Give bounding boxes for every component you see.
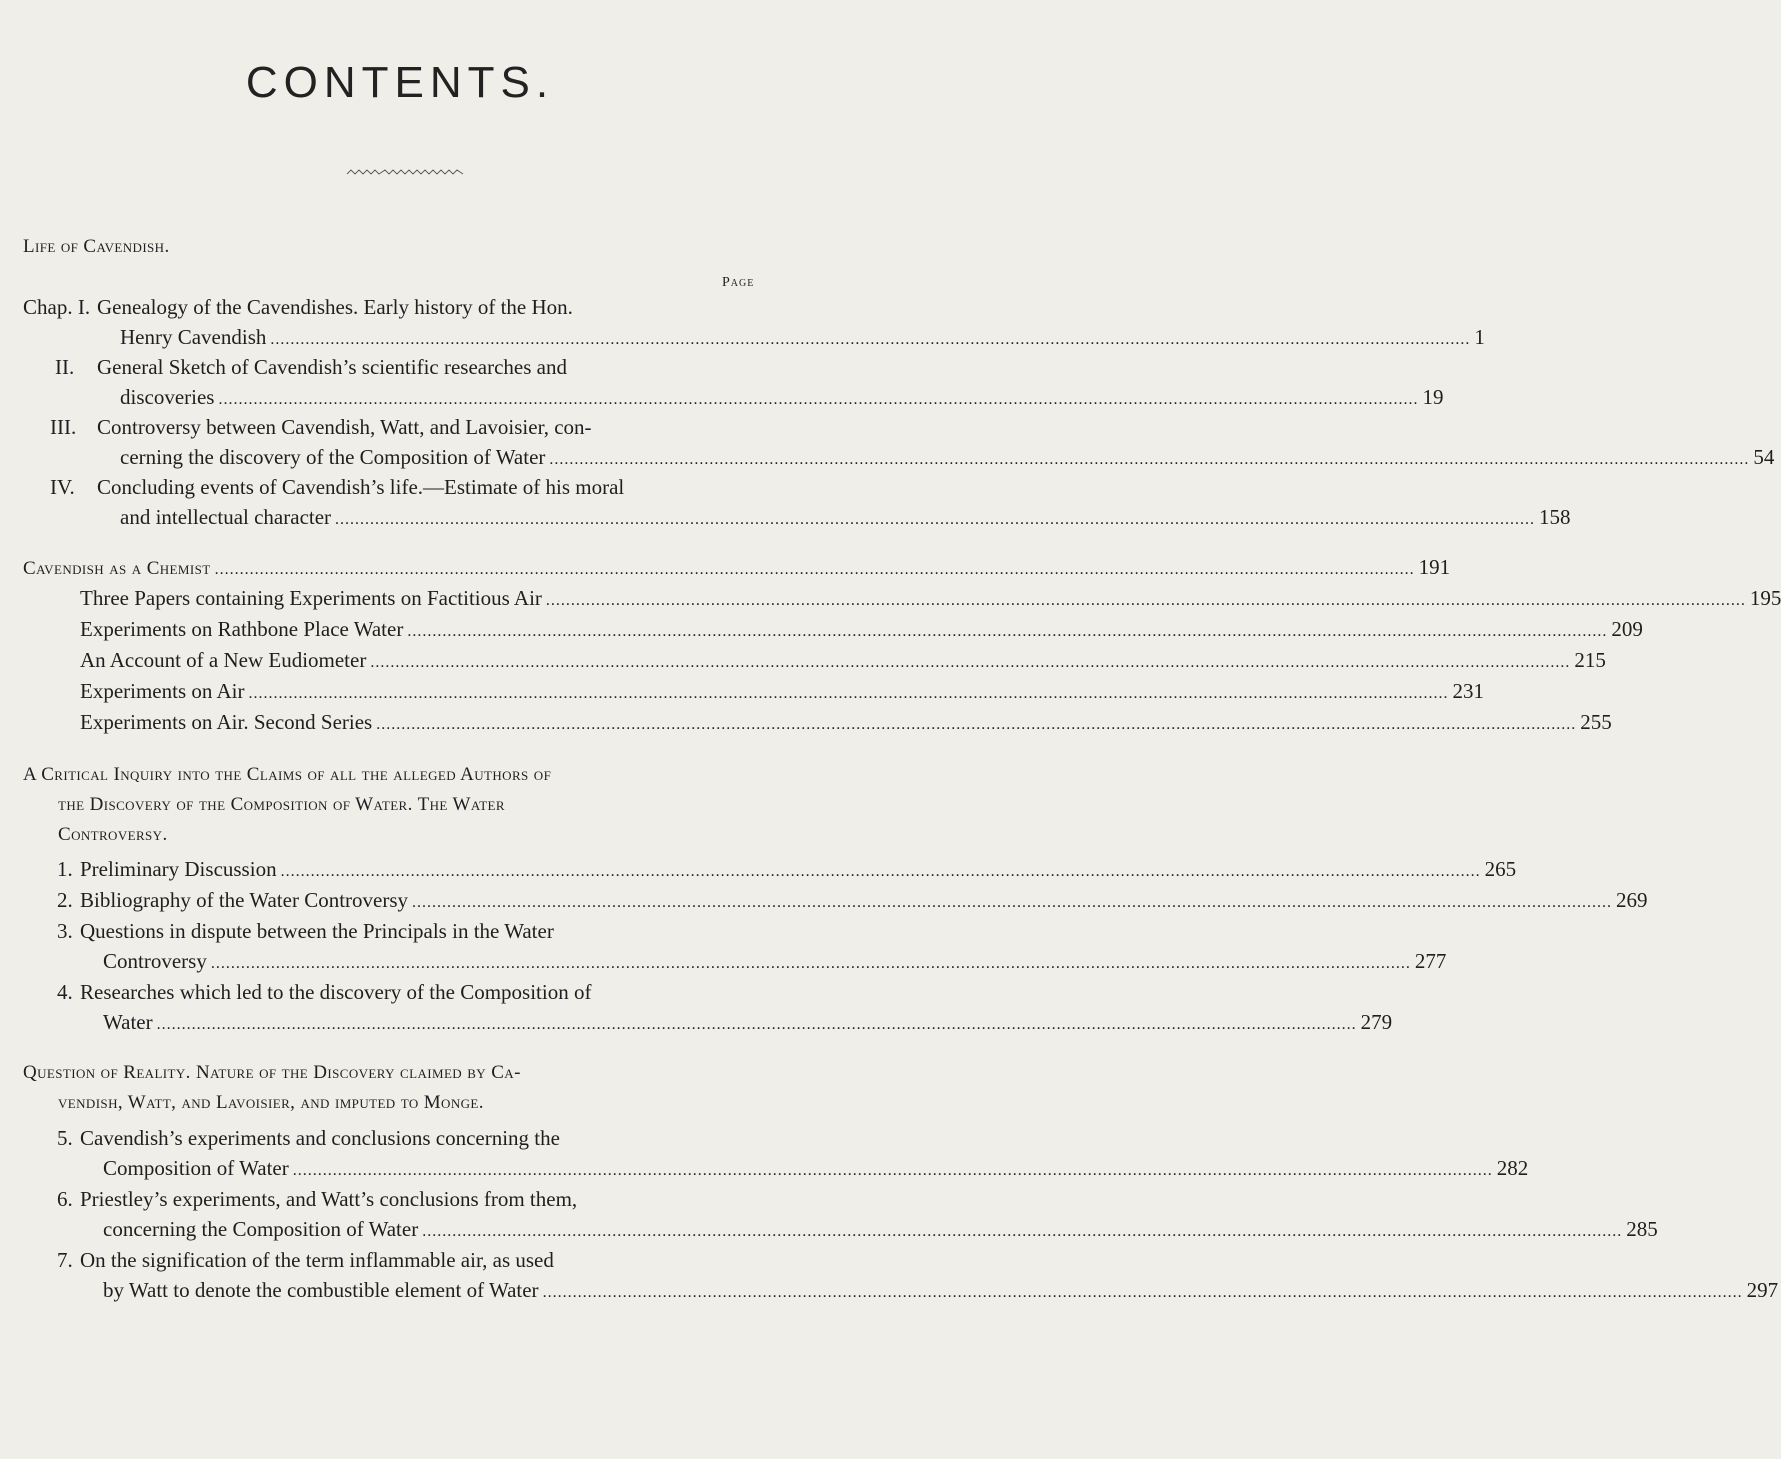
page-number: 191 [1418, 555, 1451, 579]
entry-title: Bibliography of the Water Controversy [80, 888, 409, 912]
entry-title: General Sketch of Cavendish’s scientific researches and [97, 355, 567, 379]
entry-title: On the signification of the term inflammable air, as used [80, 1248, 554, 1272]
ornament-divider-icon [345, 166, 465, 178]
entry-title: Cavendish’s experiments and conclusions concerning the [80, 1126, 560, 1150]
entry-number: 4. [57, 980, 73, 1004]
entry-title-cont: Controversy [103, 949, 207, 973]
entry-title-cont: cerning the discovery of the Composition of Water [120, 445, 546, 469]
entry-number: 3. [57, 919, 73, 943]
entry-title: Three Papers containing Experiments on Factitious Air [80, 586, 542, 610]
entry-number: 2. [57, 888, 73, 912]
page-number: 279 [1360, 1010, 1393, 1034]
page-column-label: Page [722, 275, 755, 290]
page-number: 54 [1753, 445, 1775, 469]
page-number: 269 [1616, 888, 1648, 912]
page-number: 209 [1611, 617, 1643, 641]
chapter-number: Chap. I. [23, 295, 91, 319]
page-number: 1 [1474, 325, 1485, 349]
page-number: 282 [1496, 1156, 1529, 1180]
page-number: 255 [1580, 710, 1612, 734]
entry-title: Genealogy of the Cavendishes. Early history of the Hon. [97, 295, 573, 319]
section-heading-life: Life of Cavendish. [23, 236, 170, 257]
page-title: CONTENTS. [245, 58, 555, 107]
entry-title-cont: discoveries [120, 385, 215, 409]
heading-line: A Critical Inquiry into the Claims of all the alleged Authors of [23, 764, 552, 785]
page-number: 265 [1484, 857, 1517, 881]
section-heading-chemist: Cavendish as a Chemist [23, 558, 211, 579]
entry-number: 1. [57, 857, 73, 881]
heading-line: Question of Reality. Nature of the Discovery claimed by Ca- [23, 1062, 521, 1083]
chapter-number: IV. [50, 475, 75, 499]
entry-title: Experiments on Rathbone Place Water [80, 617, 404, 641]
entry-title: Experiments on Air [80, 679, 245, 703]
entry-title: Questions in dispute between the Principals in the Water [80, 919, 554, 943]
entry-title-cont: Composition of Water [103, 1156, 289, 1180]
entry-title: Preliminary Discussion [80, 857, 277, 881]
entry-title: Concluding events of Cavendish’s life.—Estimate of his moral [97, 475, 625, 499]
entry-title-cont: and intellectual character [120, 505, 332, 529]
section-heading-question-of-reality [23, 1058, 521, 1118]
heading-line: the Discovery of the Composition of Water. The Water [58, 794, 505, 815]
heading-line: Controversy. [58, 824, 168, 845]
page-number: 158 [1539, 505, 1571, 529]
entry-title: Priestley’s experiments, and Watt’s conclusions from them, [80, 1187, 578, 1211]
section-heading-critical-inquiry [23, 760, 551, 850]
entry-number: 5. [57, 1126, 73, 1150]
entry-title-cont: concerning the Composition of Water [103, 1217, 419, 1241]
entry-number: 7. [57, 1248, 73, 1272]
page-number: 231 [1452, 679, 1484, 703]
entry-number: 6. [57, 1187, 73, 1211]
entry-title-cont: Henry Cavendish [120, 325, 267, 349]
heading-line: vendish, Watt, and Lavoisier, and imputed to Monge. [58, 1092, 484, 1113]
page-number: 215 [1574, 648, 1606, 672]
entry-title: Controversy between Cavendish, Watt, and Lavoisier, con- [97, 415, 592, 439]
page-number: 19 [1422, 385, 1444, 409]
page-number: 297 [1746, 1278, 1779, 1302]
entry-title-cont: by Watt to denote the combustible element of Water [103, 1278, 539, 1302]
entry-title: Experiments on Air. Second Series [80, 710, 373, 734]
chapter-number: II. [55, 355, 75, 379]
page-number: 285 [1626, 1217, 1658, 1241]
page-number: 195 [1749, 586, 1781, 610]
entry-title: Researches which led to the discovery of the Composition of [80, 980, 592, 1004]
chapter-number: III. [50, 415, 77, 439]
page-number: 277 [1414, 949, 1447, 973]
entry-title-cont: Water [103, 1010, 153, 1034]
entry-title: An Account of a New Eudiometer [80, 648, 367, 672]
